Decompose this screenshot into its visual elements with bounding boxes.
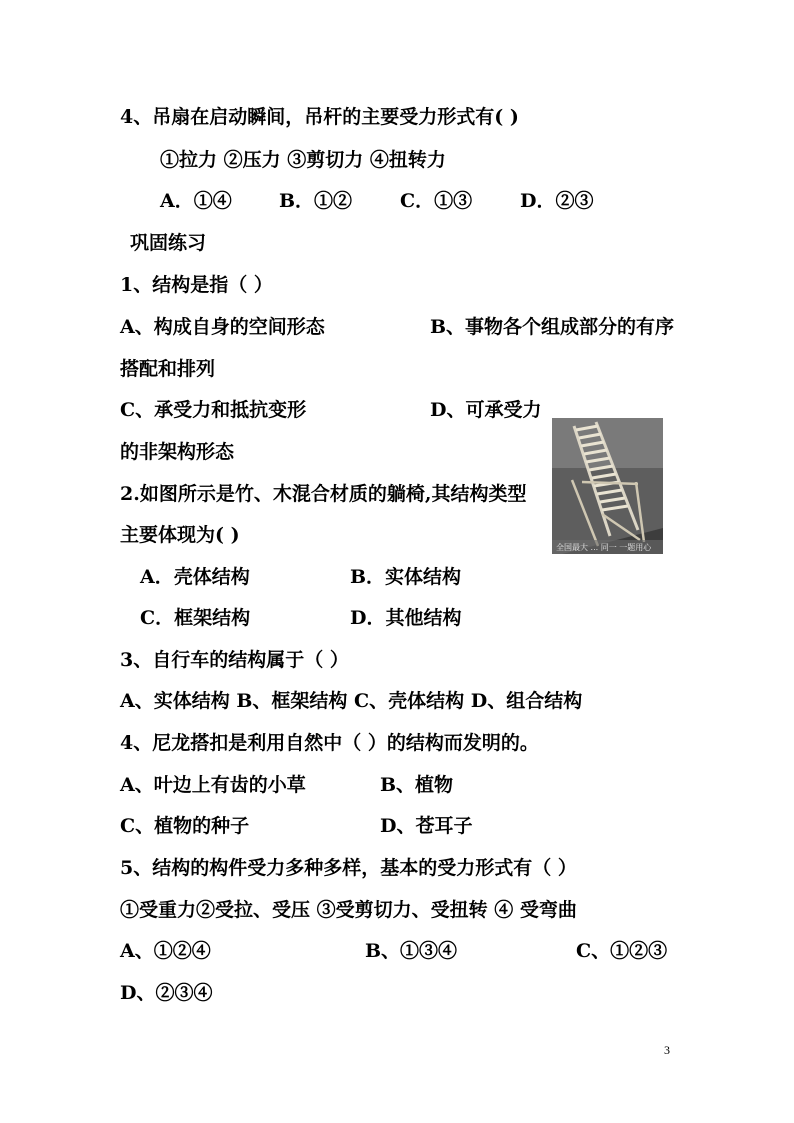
q1-option-b: B、事物各个组成部分的有序 (430, 316, 675, 338)
q1-option-b-continued: 搭配和排列 (120, 358, 216, 380)
q5-items: ①受重力②受拉、受压 ③受剪切力、受扭转 ④ 受弯曲 (120, 899, 577, 921)
q4-top-option-c: C．①③ (400, 190, 473, 212)
q5-option-c: C、①②③ (576, 940, 668, 962)
q4-top-items: ①拉力 ②压力 ③剪切力 ④扭转力 (160, 149, 446, 171)
section-title: 巩固练习 (130, 232, 207, 254)
q1-option-a: A、构成自身的空间形态 (120, 316, 325, 338)
q4-question: 4、尼龙搭扣是利用自然中（ ）的结构而发明的。 (120, 732, 539, 754)
q4-top-option-b: B．①② (279, 190, 353, 212)
q4-option-a: A、叶边上有齿的小草 (120, 774, 306, 796)
q5-option-a: A、①②④ (120, 940, 211, 962)
q3-question: 3、自行车的结构属于（ ） (120, 649, 349, 671)
q2-option-c: C．框架结构 (140, 607, 251, 629)
q2-option-b: B．实体结构 (350, 566, 462, 588)
q2-option-a: A．壳体结构 (140, 566, 250, 588)
q4-top-question: 4、吊扇在启动瞬间，吊杆的主要受力形式有( ) (120, 106, 519, 128)
q4-top-option-a: A．①④ (160, 190, 232, 212)
q1-question: 1、结构是指（ ） (120, 274, 273, 296)
q2-question-continued: 主要体现为( ) (120, 524, 240, 546)
image-watermark: 全国最大 ... 同一 一题用心 (556, 543, 652, 552)
q4-option-c: C、植物的种子 (120, 815, 250, 837)
q1-option-d: D、可承受力 (430, 399, 542, 421)
q4-option-d: D、苍耳子 (380, 815, 473, 837)
deck-chair-image (552, 418, 663, 554)
q2-option-d: D．其他结构 (350, 607, 462, 629)
q2-question: 2.如图所示是竹、木混合材质的躺椅,其结构类型 (120, 483, 527, 505)
q5-option-d: D、②③④ (120, 982, 213, 1004)
q5-option-b: B、①③④ (365, 940, 458, 962)
q4-option-b: B、植物 (380, 774, 454, 796)
page-number: 3 (664, 1043, 670, 1057)
q3-options: A、实体结构 B、框架结构 C、壳体结构 D、组合结构 (120, 690, 583, 712)
q1-option-d-continued: 的非架构形态 (120, 441, 235, 463)
q1-option-c: C、承受力和抵抗变形 (120, 399, 307, 421)
q5-question: 5、结构的构件受力多种多样，基本的受力形式有（ ） (120, 857, 577, 879)
q4-top-option-d: D．②③ (520, 190, 594, 212)
